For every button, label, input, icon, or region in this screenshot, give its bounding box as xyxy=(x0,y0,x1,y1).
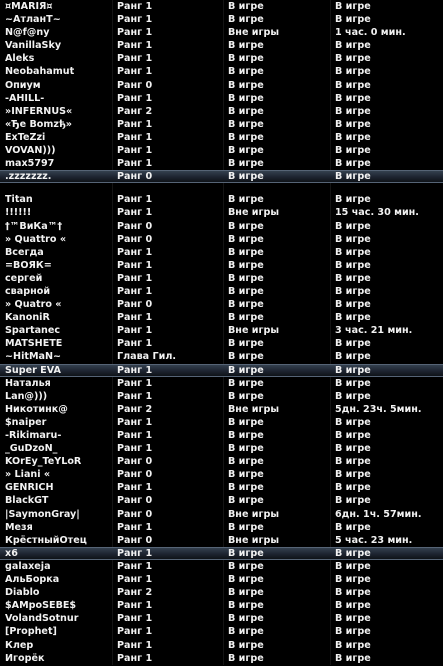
member-row[interactable] xyxy=(0,481,443,494)
member-name: KanoniR xyxy=(5,312,50,324)
member-last-seen: В игре xyxy=(335,171,371,183)
member-row[interactable] xyxy=(0,220,443,233)
member-rank: Ранг 1 xyxy=(117,194,153,206)
member-name: сварной xyxy=(5,285,51,297)
member-name: Aleks xyxy=(5,53,35,65)
member-last-seen: В игре xyxy=(335,158,371,170)
member-last-seen: 5 час. 23 мин. xyxy=(335,534,413,546)
member-rank: Ранг 0 xyxy=(117,220,153,232)
member-status: В игре xyxy=(228,131,264,143)
member-last-seen: В игре xyxy=(335,194,371,206)
member-status: В игре xyxy=(228,456,264,468)
member-name: Игорёк xyxy=(5,652,45,664)
member-rank: Ранг 1 xyxy=(117,560,153,572)
member-name: Neobahamut xyxy=(5,66,75,78)
member-rank: Ранг 0 xyxy=(117,469,153,481)
member-last-seen: В игре xyxy=(335,66,371,78)
member-status: В игре xyxy=(228,495,264,507)
member-last-seen: В игре xyxy=(335,430,371,441)
member-last-seen: В игре xyxy=(335,312,371,324)
member-name: ¤MARIЯ¤ xyxy=(5,1,53,12)
member-rank: Ранг 1 xyxy=(117,312,153,324)
member-row[interactable] xyxy=(0,157,443,170)
member-status: В игре xyxy=(228,377,264,389)
member-status: Вне игры xyxy=(228,325,280,337)
member-rank: Ранг 1 xyxy=(117,1,153,12)
member-name: »INFERNUS« xyxy=(5,105,73,117)
member-name: » Quatro « xyxy=(5,299,62,311)
member-status: Вне игры xyxy=(228,508,280,520)
member-rank: Ранг 1 xyxy=(117,27,153,39)
member-last-seen: В игре xyxy=(335,600,371,612)
member-last-seen: В игре xyxy=(335,246,371,258)
member-rank: Ранг 1 xyxy=(117,364,153,376)
member-name: Lan@))) xyxy=(5,390,48,402)
member-status: В игре xyxy=(228,639,264,651)
member-status: В игре xyxy=(228,364,264,376)
member-row[interactable] xyxy=(0,416,443,429)
member-name: _GuDzoN_ xyxy=(5,443,58,455)
member-last-seen: В игре xyxy=(335,351,371,363)
member-rank: Ранг 0 xyxy=(117,171,153,183)
member-rank: Ранг 1 xyxy=(117,246,153,258)
member-status: В игре xyxy=(228,259,264,271)
member-row[interactable] xyxy=(0,337,443,350)
member-last-seen: В игре xyxy=(335,521,371,533)
member-last-seen: В игре xyxy=(335,145,371,157)
member-status: В игре xyxy=(228,390,264,402)
member-row[interactable] xyxy=(0,246,443,259)
member-rank: Ранг 1 xyxy=(117,547,153,559)
member-status: В игре xyxy=(228,118,264,130)
member-name: Мезя xyxy=(5,521,33,533)
member-rank: Ранг 1 xyxy=(117,443,153,455)
member-name: » Liani « xyxy=(5,469,51,481)
member-row[interactable] xyxy=(0,612,443,625)
member-row[interactable] xyxy=(0,0,443,13)
member-rank: Ранг 1 xyxy=(117,66,153,78)
member-rank: Глава Гил. xyxy=(117,351,177,363)
member-rank: Ранг 1 xyxy=(117,53,153,65)
member-name: Super EVA xyxy=(5,364,61,376)
member-name: Spartanec xyxy=(5,325,61,337)
member-row[interactable] xyxy=(0,364,443,377)
member-last-seen: В игре xyxy=(335,79,371,91)
member-status: В игре xyxy=(228,53,264,65)
member-row[interactable] xyxy=(0,52,443,65)
member-rank: Ранг 1 xyxy=(117,40,153,52)
member-rank: Ранг 0 xyxy=(117,79,153,91)
member-status: В игре xyxy=(228,1,264,12)
member-status: В игре xyxy=(228,587,264,599)
member-name: x6 xyxy=(5,547,18,559)
member-last-seen: 6дн. 1ч. 57мин. xyxy=(335,508,422,520)
member-row[interactable] xyxy=(0,311,443,324)
member-row[interactable] xyxy=(0,573,443,586)
member-last-seen: В игре xyxy=(335,652,371,664)
member-status: В игре xyxy=(228,14,264,26)
member-last-seen: В игре xyxy=(335,469,371,481)
member-last-seen: В игре xyxy=(335,220,371,232)
member-rank: Ранг 1 xyxy=(117,574,153,586)
member-row[interactable] xyxy=(0,377,443,390)
member-row[interactable] xyxy=(0,144,443,157)
member-row[interactable] xyxy=(0,105,443,118)
member-last-seen: В игре xyxy=(335,1,371,12)
member-rank: Ранг 1 xyxy=(117,285,153,297)
member-name: KOrEy_TeYLoR xyxy=(5,456,82,468)
member-last-seen: В игре xyxy=(335,285,371,297)
member-last-seen: 1 час. 0 мин. xyxy=(335,27,406,39)
member-name: galaxeja xyxy=(5,560,51,572)
member-row[interactable] xyxy=(0,639,443,652)
member-row[interactable] xyxy=(0,599,443,612)
member-name: MATSHETE xyxy=(5,338,63,350)
member-row[interactable] xyxy=(0,131,443,144)
member-status: В игре xyxy=(228,351,264,363)
member-last-seen: В игре xyxy=(335,443,371,455)
member-rank: Ранг 2 xyxy=(117,587,153,599)
member-name: ~АтланТ~ xyxy=(5,14,61,26)
member-status: В игре xyxy=(228,92,264,104)
member-rank: Ранг 1 xyxy=(117,390,153,402)
member-last-seen: В игре xyxy=(335,639,371,651)
member-row[interactable] xyxy=(0,350,443,363)
member-row[interactable] xyxy=(0,442,443,455)
member-row[interactable] xyxy=(0,508,443,521)
member-rank: Ранг 1 xyxy=(117,259,153,271)
member-rank: Ранг 1 xyxy=(117,626,153,638)
member-rank: Ранг 1 xyxy=(117,272,153,284)
member-name: ~HitMaN~ xyxy=(5,351,62,363)
member-status: В игре xyxy=(228,652,264,664)
member-row[interactable] xyxy=(0,298,443,311)
member-name: VolandSotnur xyxy=(5,613,79,625)
member-name: Наталья xyxy=(5,377,51,389)
member-row[interactable] xyxy=(0,547,443,560)
member-name: -Rikimaru- xyxy=(5,430,62,441)
member-name: «Ђe Bomzђ» xyxy=(5,118,73,130)
member-status: В игре xyxy=(228,469,264,481)
member-status: Вне игры xyxy=(228,27,280,39)
member-name: =ВОЯК= xyxy=(5,259,52,271)
member-last-seen: В игре xyxy=(335,272,371,284)
member-rank: Ранг 1 xyxy=(117,377,153,389)
member-status: В игре xyxy=(228,574,264,586)
member-rank: Ранг 1 xyxy=(117,521,153,533)
member-last-seen: В игре xyxy=(335,131,371,143)
member-rank: Ранг 0 xyxy=(117,534,153,546)
member-name: Никотинк@ xyxy=(5,403,68,415)
member-name: $AMpoSEBE$ xyxy=(5,600,77,612)
member-name: КрёстныйОтец xyxy=(5,534,87,546)
member-rank: Ранг 1 xyxy=(117,92,153,104)
member-status: В игре xyxy=(228,443,264,455)
member-rank: Ранг 0 xyxy=(117,233,153,245)
member-row[interactable] xyxy=(0,625,443,638)
member-name: Diablo xyxy=(5,587,40,599)
member-name: †™ВиКа™† xyxy=(5,220,63,232)
member-status: В игре xyxy=(228,547,264,559)
member-name: N@f@ny xyxy=(5,27,50,39)
member-rank: Ранг 0 xyxy=(117,299,153,311)
member-row[interactable] xyxy=(0,170,443,183)
member-rank: Ранг 1 xyxy=(117,131,153,143)
member-rank: Ранг 2 xyxy=(117,105,153,117)
member-status: В игре xyxy=(228,626,264,638)
member-row[interactable] xyxy=(0,534,443,547)
member-status: В игре xyxy=(228,220,264,232)
member-status: Вне игры xyxy=(228,207,280,219)
member-row[interactable] xyxy=(0,560,443,573)
member-row[interactable] xyxy=(0,26,443,39)
member-last-seen: В игре xyxy=(335,40,371,52)
member-status: В игре xyxy=(228,416,264,428)
member-row[interactable] xyxy=(0,118,443,131)
member-row[interactable] xyxy=(0,233,443,246)
member-name: VanillaSky xyxy=(5,40,62,52)
member-name: Опиум xyxy=(5,79,41,91)
member-row[interactable] xyxy=(0,79,443,92)
member-name: [Prophet] xyxy=(5,626,57,638)
member-last-seen: В игре xyxy=(335,14,371,26)
member-name: Всегда xyxy=(5,246,44,258)
member-status: В игре xyxy=(228,600,264,612)
member-rank: Ранг 1 xyxy=(117,416,153,428)
member-rank: Ранг 1 xyxy=(117,207,153,219)
member-row[interactable] xyxy=(0,206,443,219)
member-row[interactable] xyxy=(0,65,443,78)
member-status: В игре xyxy=(228,299,264,311)
member-last-seen: В игре xyxy=(335,613,371,625)
member-last-seen: В игре xyxy=(335,495,371,507)
member-status: В игре xyxy=(228,312,264,324)
member-status: В игре xyxy=(228,66,264,78)
member-name: АльБорка xyxy=(5,574,60,586)
member-status: В игре xyxy=(228,246,264,258)
member-name: !!!!!! xyxy=(5,207,32,219)
member-row[interactable] xyxy=(0,468,443,481)
member-status: В игре xyxy=(228,40,264,52)
member-status: Вне игры xyxy=(228,403,280,415)
member-status: В игре xyxy=(228,521,264,533)
member-status: В игре xyxy=(228,272,264,284)
member-last-seen: В игре xyxy=(335,390,371,402)
member-status: В игре xyxy=(228,613,264,625)
member-row[interactable] xyxy=(0,92,443,105)
member-rank: Ранг 1 xyxy=(117,14,153,26)
member-status: В игре xyxy=(228,171,264,183)
member-status: В игре xyxy=(228,285,264,297)
member-rank: Ранг 1 xyxy=(117,145,153,157)
member-name: .zzzzzzz. xyxy=(5,171,52,183)
member-row[interactable] xyxy=(0,429,443,442)
member-status: В игре xyxy=(228,194,264,206)
member-row[interactable] xyxy=(0,39,443,52)
member-last-seen: В игре xyxy=(335,364,371,376)
member-status: В игре xyxy=(228,79,264,91)
member-last-seen: 3 час. 21 мин. xyxy=(335,325,413,337)
member-status: В игре xyxy=(228,482,264,494)
member-last-seen: В игре xyxy=(335,574,371,586)
member-last-seen: В игре xyxy=(335,416,371,428)
member-rank: Ранг 1 xyxy=(117,430,153,441)
member-last-seen: В игре xyxy=(335,377,371,389)
member-last-seen: В игре xyxy=(335,456,371,468)
member-last-seen: В игре xyxy=(335,587,371,599)
member-last-seen: В игре xyxy=(335,92,371,104)
member-row[interactable] xyxy=(0,455,443,468)
member-rank: Ранг 1 xyxy=(117,338,153,350)
member-last-seen: В игре xyxy=(335,299,371,311)
member-status: В игре xyxy=(228,430,264,441)
member-row[interactable] xyxy=(0,521,443,534)
member-row[interactable] xyxy=(0,403,443,416)
member-rank: Ранг 0 xyxy=(117,495,153,507)
member-rank: Ранг 0 xyxy=(117,508,153,520)
member-row[interactable] xyxy=(0,13,443,26)
member-rank: Ранг 1 xyxy=(117,652,153,664)
member-status: В игре xyxy=(228,338,264,350)
member-name: -AHILL- xyxy=(5,92,45,104)
member-name: сергей xyxy=(5,272,43,284)
member-rank: Ранг 0 xyxy=(117,456,153,468)
member-last-seen: В игре xyxy=(335,53,371,65)
member-name: |SaymonGray| xyxy=(5,508,80,520)
member-status: В игре xyxy=(228,145,264,157)
member-rank: Ранг 1 xyxy=(117,118,153,130)
member-name: $naiper xyxy=(5,416,47,428)
member-name: max5797 xyxy=(5,158,55,170)
member-status: В игре xyxy=(228,105,264,117)
member-row[interactable] xyxy=(0,324,443,337)
member-rank: Ранг 1 xyxy=(117,158,153,170)
member-last-seen: В игре xyxy=(335,118,371,130)
member-row[interactable] xyxy=(0,285,443,298)
member-rank: Ранг 2 xyxy=(117,403,153,415)
member-row[interactable] xyxy=(0,494,443,507)
member-rank: Ранг 1 xyxy=(117,325,153,337)
member-last-seen: В игре xyxy=(335,233,371,245)
member-status: В игре xyxy=(228,560,264,572)
member-last-seen: 15 час. 30 мин. xyxy=(335,207,419,219)
member-row[interactable] xyxy=(0,193,443,206)
member-last-seen: В игре xyxy=(335,547,371,559)
member-row[interactable] xyxy=(0,652,443,665)
member-name: VOVAN))) xyxy=(5,145,56,157)
member-rank: Ранг 1 xyxy=(117,482,153,494)
member-last-seen: В игре xyxy=(335,626,371,638)
member-rank: Ранг 1 xyxy=(117,600,153,612)
member-last-seen: В игре xyxy=(335,560,371,572)
member-name: BlackGT xyxy=(5,495,49,507)
member-last-seen: В игре xyxy=(335,105,371,117)
member-row[interactable] xyxy=(0,272,443,285)
member-row[interactable] xyxy=(0,586,443,599)
member-rank: Ранг 1 xyxy=(117,613,153,625)
member-name: ExTeZzi xyxy=(5,131,46,143)
member-status: В игре xyxy=(228,233,264,245)
member-status: В игре xyxy=(228,158,264,170)
member-last-seen: В игре xyxy=(335,338,371,350)
member-name: GENRICH xyxy=(5,482,54,494)
member-last-seen: В игре xyxy=(335,482,371,494)
member-name: Клер xyxy=(5,639,34,651)
member-rank: Ранг 1 xyxy=(117,639,153,651)
member-row[interactable] xyxy=(0,259,443,272)
member-last-seen: 5дн. 23ч. 5мин. xyxy=(335,403,422,415)
member-status: Вне игры xyxy=(228,534,280,546)
member-name: Titan xyxy=(5,194,33,206)
member-last-seen: В игре xyxy=(335,259,371,271)
member-name: » Quattro « xyxy=(5,233,67,245)
member-row[interactable] xyxy=(0,390,443,403)
